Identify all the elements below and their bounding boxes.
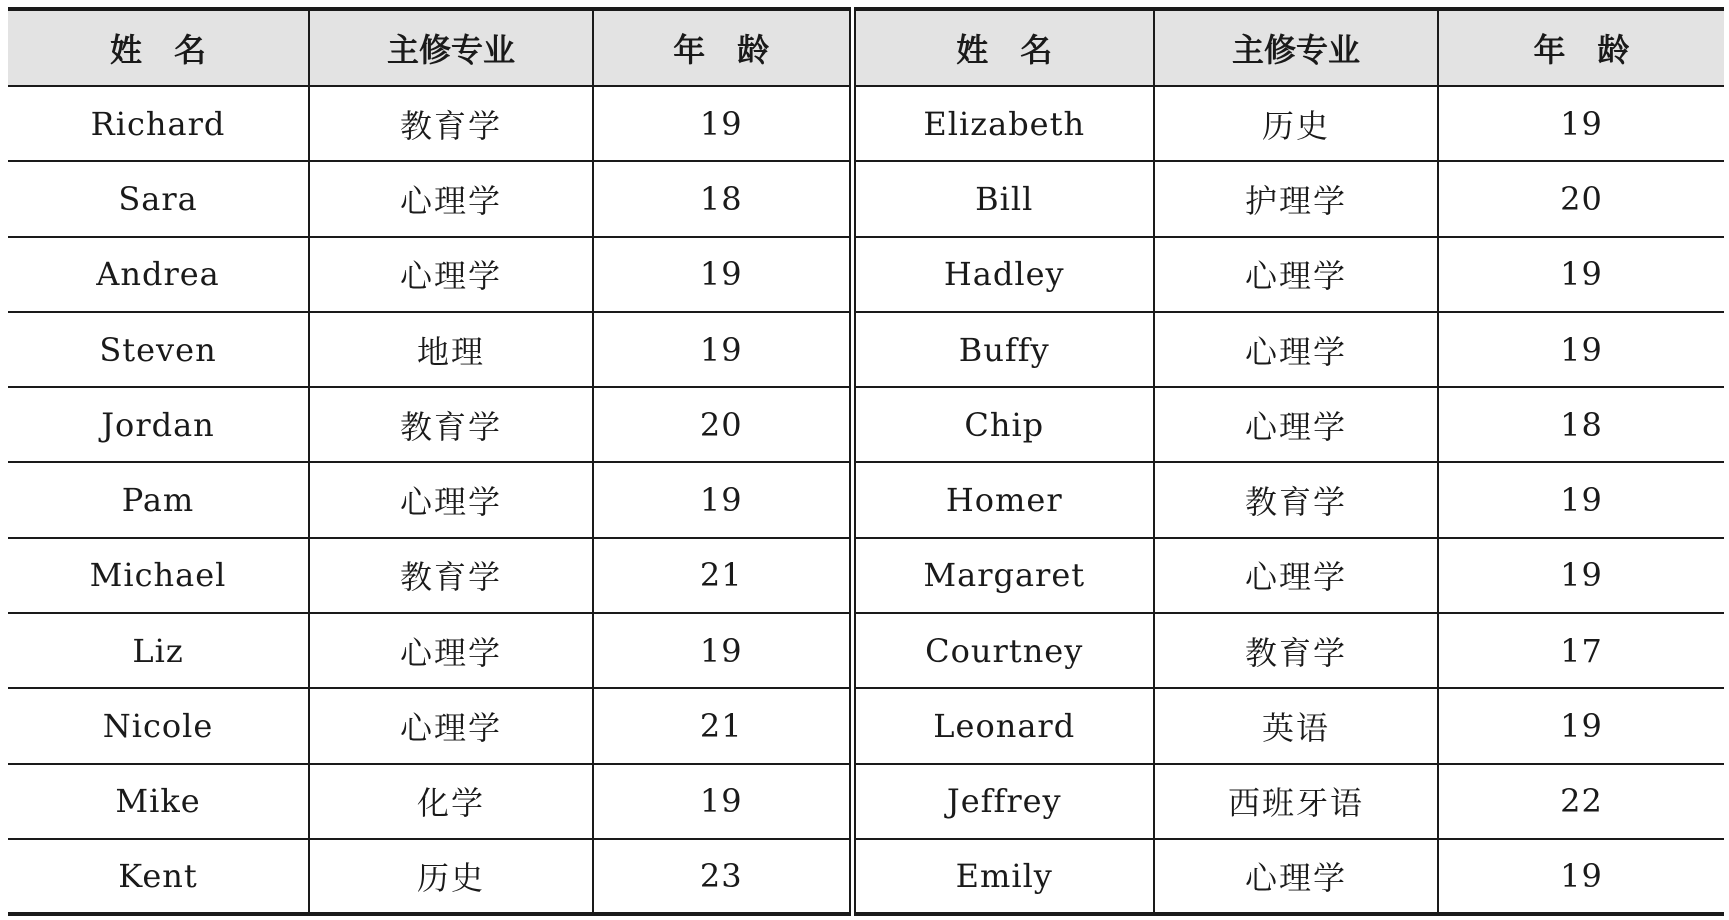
cell-age-left: 19 xyxy=(593,237,852,312)
cell-name-right: Hadley xyxy=(852,237,1154,312)
table-row xyxy=(8,764,1724,839)
cell-age-right: 17 xyxy=(1438,613,1724,688)
cell-major-left: 历史 xyxy=(309,839,593,914)
table-header-row xyxy=(8,9,1724,86)
cell-major-right: 心理学 xyxy=(1154,839,1438,914)
cell-age-left: 19 xyxy=(593,462,852,537)
cell-name-right: Jeffrey xyxy=(852,764,1154,839)
cell-major-right: 心理学 xyxy=(1154,237,1438,312)
table-row xyxy=(8,688,1724,763)
cell-name-right: Elizabeth xyxy=(852,86,1154,161)
cell-major-left: 教育学 xyxy=(309,538,593,613)
cell-major-left: 心理学 xyxy=(309,161,593,236)
table-row xyxy=(8,538,1724,613)
cell-name-left: Pam xyxy=(8,462,309,537)
cell-name-right: Emily xyxy=(852,839,1154,914)
cell-age-left: 21 xyxy=(593,538,852,613)
cell-name-right: Margaret xyxy=(852,538,1154,613)
cell-age-right: 19 xyxy=(1438,462,1724,537)
cell-major-left: 教育学 xyxy=(309,86,593,161)
table-row xyxy=(8,387,1724,462)
cell-age-right: 19 xyxy=(1438,312,1724,387)
cell-age-left: 19 xyxy=(593,312,852,387)
cell-name-right: Buffy xyxy=(852,312,1154,387)
cell-major-right: 护理学 xyxy=(1154,161,1438,236)
cell-age-right: 19 xyxy=(1438,86,1724,161)
cell-major-right: 心理学 xyxy=(1154,538,1438,613)
table-row xyxy=(8,613,1724,688)
cell-name-left: Kent xyxy=(8,839,309,914)
cell-major-left: 教育学 xyxy=(309,387,593,462)
cell-name-left: Nicole xyxy=(8,688,309,763)
cell-name-left: Liz xyxy=(8,613,309,688)
cell-age-left: 20 xyxy=(593,387,852,462)
cell-name-right: Homer xyxy=(852,462,1154,537)
cell-age-right: 19 xyxy=(1438,538,1724,613)
cell-name-left: Jordan xyxy=(8,387,309,462)
table-row xyxy=(8,839,1724,914)
cell-age-left: 19 xyxy=(593,764,852,839)
cell-age-right: 18 xyxy=(1438,387,1724,462)
cell-name-left: Andrea xyxy=(8,237,309,312)
cell-major-right: 教育学 xyxy=(1154,613,1438,688)
cell-major-left: 化学 xyxy=(309,764,593,839)
cell-major-right: 西班牙语 xyxy=(1154,764,1438,839)
cell-major-right: 英语 xyxy=(1154,688,1438,763)
cell-major-left: 心理学 xyxy=(309,462,593,537)
cell-age-left: 19 xyxy=(593,613,852,688)
cell-age-right: 20 xyxy=(1438,161,1724,236)
cell-age-right: 22 xyxy=(1438,764,1724,839)
table-row xyxy=(8,86,1724,161)
cell-major-right: 心理学 xyxy=(1154,387,1438,462)
header-major-right: 主修专业 xyxy=(1154,9,1438,86)
cell-major-left: 地理 xyxy=(309,312,593,387)
student-table-container xyxy=(8,7,1724,916)
cell-age-left: 21 xyxy=(593,688,852,763)
cell-name-right: Courtney xyxy=(852,613,1154,688)
cell-age-left: 23 xyxy=(593,839,852,914)
cell-major-left: 心理学 xyxy=(309,613,593,688)
cell-age-right: 19 xyxy=(1438,839,1724,914)
cell-age-left: 18 xyxy=(593,161,852,236)
header-age-right: 年 龄 xyxy=(1438,9,1724,86)
cell-name-right: Bill xyxy=(852,161,1154,236)
header-name-right: 姓 名 xyxy=(852,9,1154,86)
table-row xyxy=(8,462,1724,537)
cell-age-right: 19 xyxy=(1438,237,1724,312)
table-row xyxy=(8,161,1724,236)
cell-name-left: Sara xyxy=(8,161,309,236)
table-row xyxy=(8,237,1724,312)
cell-name-left: Richard xyxy=(8,86,309,161)
header-name-left: 姓 名 xyxy=(8,9,309,86)
cell-major-left: 心理学 xyxy=(309,237,593,312)
table-body xyxy=(8,86,1724,914)
table-row xyxy=(8,312,1724,387)
cell-name-right: Chip xyxy=(852,387,1154,462)
cell-name-right: Leonard xyxy=(852,688,1154,763)
cell-major-left: 心理学 xyxy=(309,688,593,763)
cell-name-left: Michael xyxy=(8,538,309,613)
cell-age-right: 19 xyxy=(1438,688,1724,763)
header-major-left: 主修专业 xyxy=(309,9,593,86)
header-age-left: 年 龄 xyxy=(593,9,852,86)
cell-name-left: Steven xyxy=(8,312,309,387)
student-table xyxy=(8,7,1724,916)
cell-age-left: 19 xyxy=(593,86,852,161)
cell-major-right: 心理学 xyxy=(1154,312,1438,387)
cell-major-right: 历史 xyxy=(1154,86,1438,161)
cell-major-right: 教育学 xyxy=(1154,462,1438,537)
cell-name-left: Mike xyxy=(8,764,309,839)
